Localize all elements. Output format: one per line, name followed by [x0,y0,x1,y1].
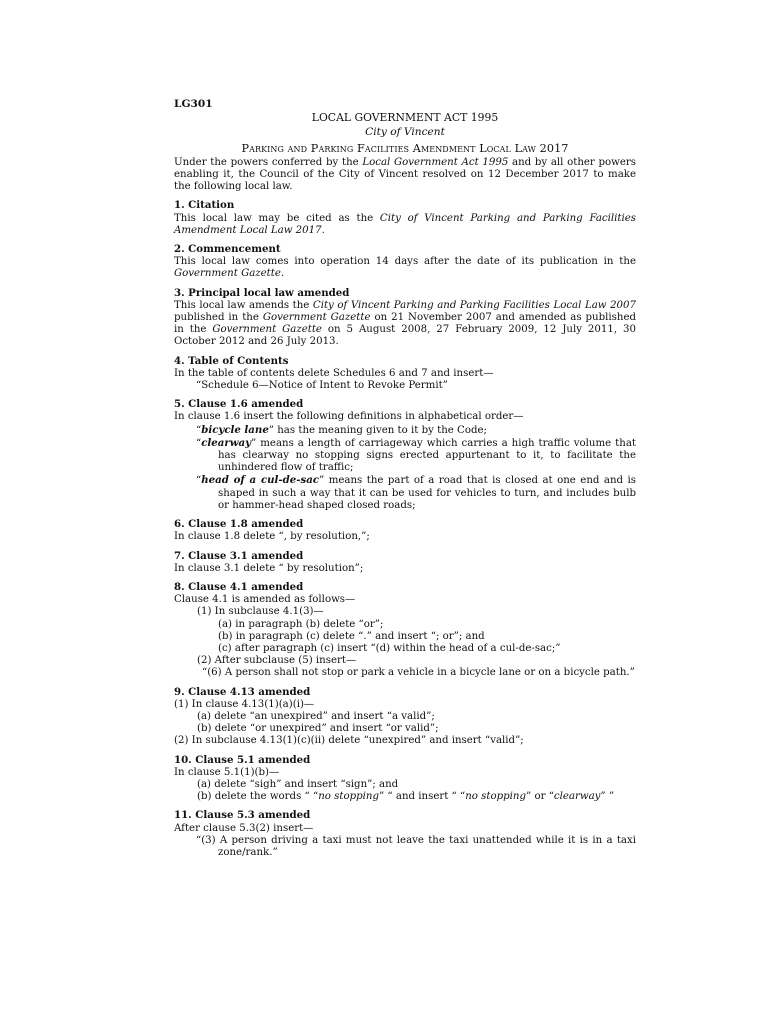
definition-head-of-cul-de-sac: “head of a cul-de-sac” means the part of a road that is closed at one end and is shaped in such a way that it can be used for vehicles to turn, and includes bulb or hammer-head shaped closed roads; [196,474,636,511]
section-heading-principal-law: 3. Principal local law amended [174,286,350,299]
clause-4-1-item-1b: (b) in paragraph (c) delete “.” and insert “; or”; and [218,630,485,642]
clause-4-1-text: Clause 4.1 is amended as follows— [174,594,356,606]
document-code: LG301 [174,98,213,110]
section-heading-commencement: 2. Commencement [174,243,281,256]
document-page [174,98,636,859]
section-heading-clause-1-6: 5. Clause 1.6 amended [174,398,304,411]
clause-5-3-quote: “(3) A person driving a taxi must not leave the taxi unattended while it is in a taxi zone/rank.” [196,834,636,858]
clause-1-8-text: In clause 1.8 delete “, by resolution,”; [174,531,370,543]
clause-4-1-item-2-quote: “(6) A person shall not stop or park a vehicle in a bicycle lane or on a bicycle path.” [202,667,635,679]
schedule-quote: “Schedule 6—Notice of Intent to Revoke Permit” [196,380,448,392]
clause-4-13-item-2: (2) In subclause 4.13(1)(c)(ii) delete “unexpired” and insert “valid”; [174,735,524,747]
clause-3-1-text: In clause 3.1 delete “ by resolution”; [174,562,364,574]
section-heading-clause-5-1: 10. Clause 5.1 amended [174,753,311,766]
clause-4-1-item-2: (2) After subclause (5) insert— [197,655,357,667]
section-heading-citation: 1. Citation [174,199,235,212]
clause-4-1-item-1a: (a) in paragraph (b) delete “or”; [218,618,384,630]
section-heading-clause-3-1: 7. Clause 3.1 amended [174,549,304,562]
table-of-contents-text: In the table of contents delete Schedules 6 and 7 and insert— [174,367,494,379]
intro-paragraph: Under the powers conferred by the Local Government Act 1995 and by all other powers enabling it, the Council of the City of Vincent resolved on 12 December 2017 to make the following local law. [174,156,636,193]
section-heading-clause-4-13: 9. Clause 4.13 amended [174,685,311,698]
clause-4-1-item-1: (1) In subclause 4.1(3)— [197,606,324,618]
section-heading-clause-1-8: 6. Clause 1.8 amended [174,518,304,531]
clause-4-13-item-1: (1) In clause 4.13(1)(a)(i)— [174,698,315,710]
section-heading-clause-4-1: 8. Clause 4.1 amended [174,580,304,593]
clause-4-13-item-1a: (a) delete “an unexpired” and insert “a valid”; [197,710,435,722]
section-heading-clause-5-3: 11. Clause 5.3 amended [174,809,311,822]
city-name: City of Vincent [365,126,445,139]
clause-5-1-item-b: (b) delete the words “ “no stopping” “ and insert “ “no stopping” or “clearway” ” [197,791,615,803]
clause-5-3-text: After clause 5.3(2) insert— [174,822,314,834]
clause-4-13-item-1b: (b) delete “or unexpired” and insert “or valid”; [197,723,439,735]
clause-5-1-item-a: (a) delete “sigh” and insert “sign”; and [197,778,399,790]
principal-law-text: This local law amends the City of Vincent Parking and Parking Facilities Local Law 2007 published in the Government Gazette on 21 November 2007 and amended as published in the Government Gazette on 5 August 2008, 27 February 2009, 12 July 2011, 30 October 2012 and 26 July 2013. [174,299,636,348]
definition-clearway: “clearway” means a length of carriageway which carries a high traffic volume that has clearway no stopping signs erected appurtenant to it, to facilitate the unhindered flow of traffic; [196,436,636,474]
clause-1-6-text: In clause 1.6 insert the following definitions in alphabetical order— [174,411,524,423]
section-heading-table-of-contents: 4. Table of Contents [174,354,289,367]
definition-bicycle-lane: “bicycle lane” has the meaning given to it by the Code; [196,423,487,436]
clause-5-1-text: In clause 5.1(1)(b)— [174,766,280,778]
act-title: LOCAL GOVERNMENT ACT 1995 [311,111,499,125]
citation-text: This local law may be cited as the City of Vincent Parking and Parking Facilities Amendment Local Law 2017. [174,212,636,236]
clause-4-1-item-1c: (c) after paragraph (c) insert “(d) within the head of a cul-de-sac;” [218,642,561,654]
law-title: Parking and Parking Facilities Amendment Local Law 2017 [241,141,569,155]
commencement-text: This local law comes into operation 14 days after the date of its publication in the Government Gazette. [174,256,636,280]
